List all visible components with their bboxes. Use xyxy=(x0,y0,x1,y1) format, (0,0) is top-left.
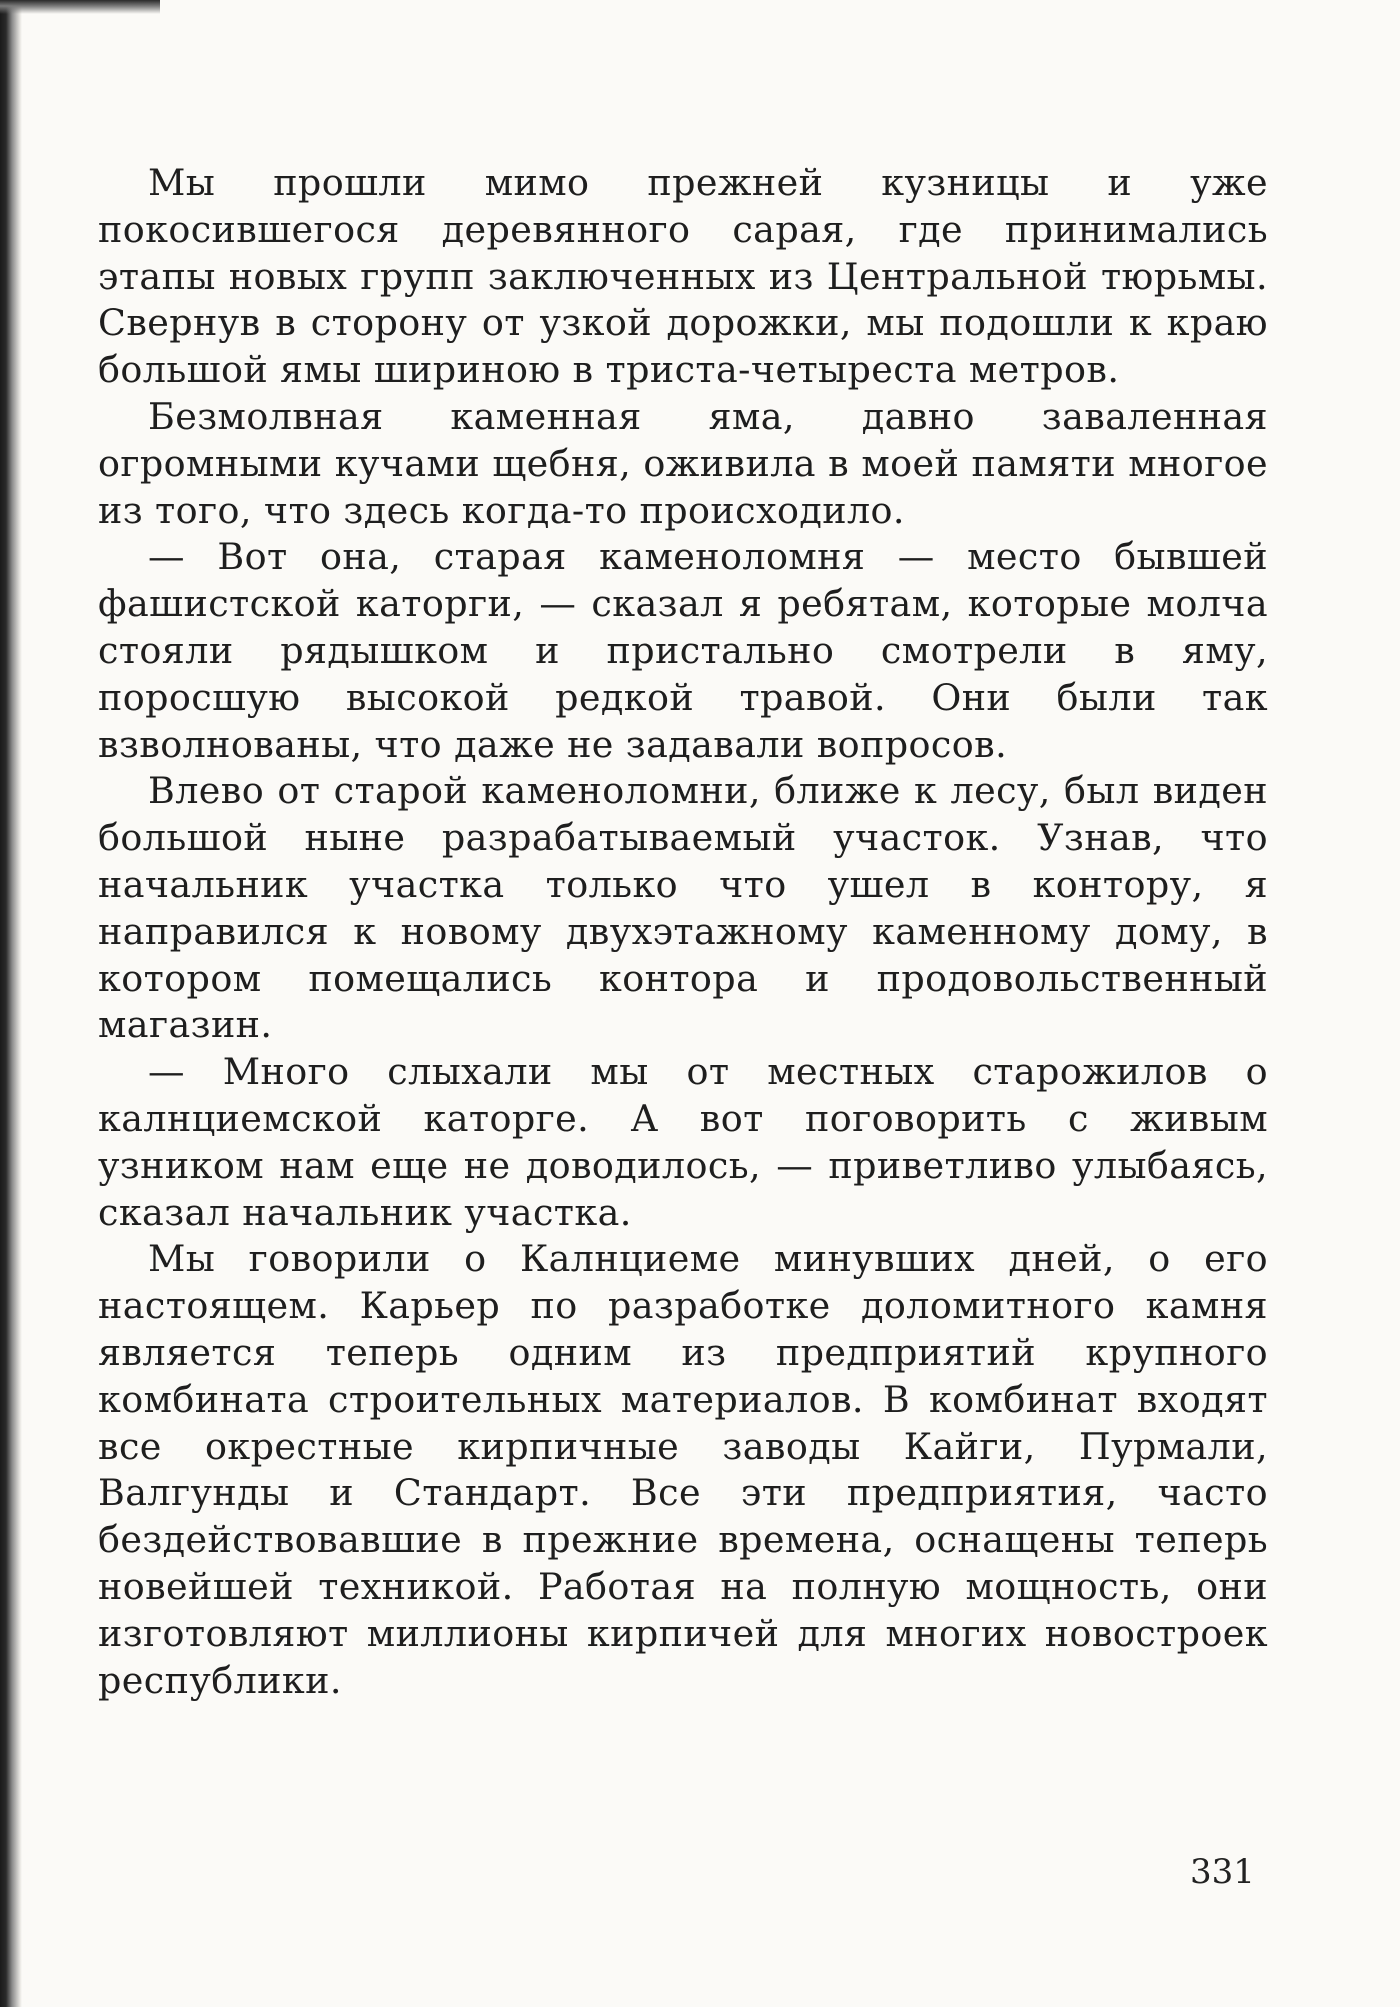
paragraph: Мы прошли мимо прежней кузницы и уже покосившегося деревянного сарая, где принимались этапы новых групп заключенных из Центральной тюрьмы. Свернув в сторону от узкой дорожки, мы подошли к краю большой ямы шириною в триста-четыреста метров. xyxy=(98,161,1268,392)
page-number: 331 xyxy=(1190,1852,1255,1892)
page-corner-shadow xyxy=(0,0,160,14)
paragraph: Мы говорили о Калнциеме минувших дней, о его настоящем. Карьер по разработке доломитного камня является теперь одним из предприятий крупного комбината строительных материалов. В комбинат входят все окрестные кирпичные заводы Кайги, Пурмали, Валгунды и Стандарт. Все эти предприятия, часто бездействовавшие в прежние времена, оснащены теперь новейшей техникой. Работая на полную мощность, они изготовляют миллионы кирпичей для многих новостроек республики. xyxy=(98,1237,1268,1702)
book-binding-shadow xyxy=(0,0,22,2007)
paragraph: — Много слыхали мы от местных старожилов о калнциемской каторге. А вот поговорить с живым узником нам еще не доводилось, — приветливо улыбаясь, сказал начальник участка. xyxy=(98,1050,1268,1234)
body-text xyxy=(98,160,1268,1704)
paragraph: — Вот она, старая каменоломня — место бывшей фашистской каторги, — сказал я ребятам, которые молча стояли рядышком и пристально смотрели в яму, поросшую высокой редкой травой. Они были так взволнованы, что даже не задавали вопросов. xyxy=(98,535,1268,766)
paragraph: Влево от старой каменоломни, ближе к лесу, был виден большой ныне разрабатываемый участок. Узнав, что начальник участка только что ушел в контору, я направился к новому двухэтажному каменному дому, в котором помещались контора и продовольственный магазин. xyxy=(98,769,1268,1047)
paragraph: Безмолвная каменная яма, давно заваленная огромными кучами щебня, оживила в моей памяти многое из того, что здесь когда-то происходило. xyxy=(98,394,1268,532)
